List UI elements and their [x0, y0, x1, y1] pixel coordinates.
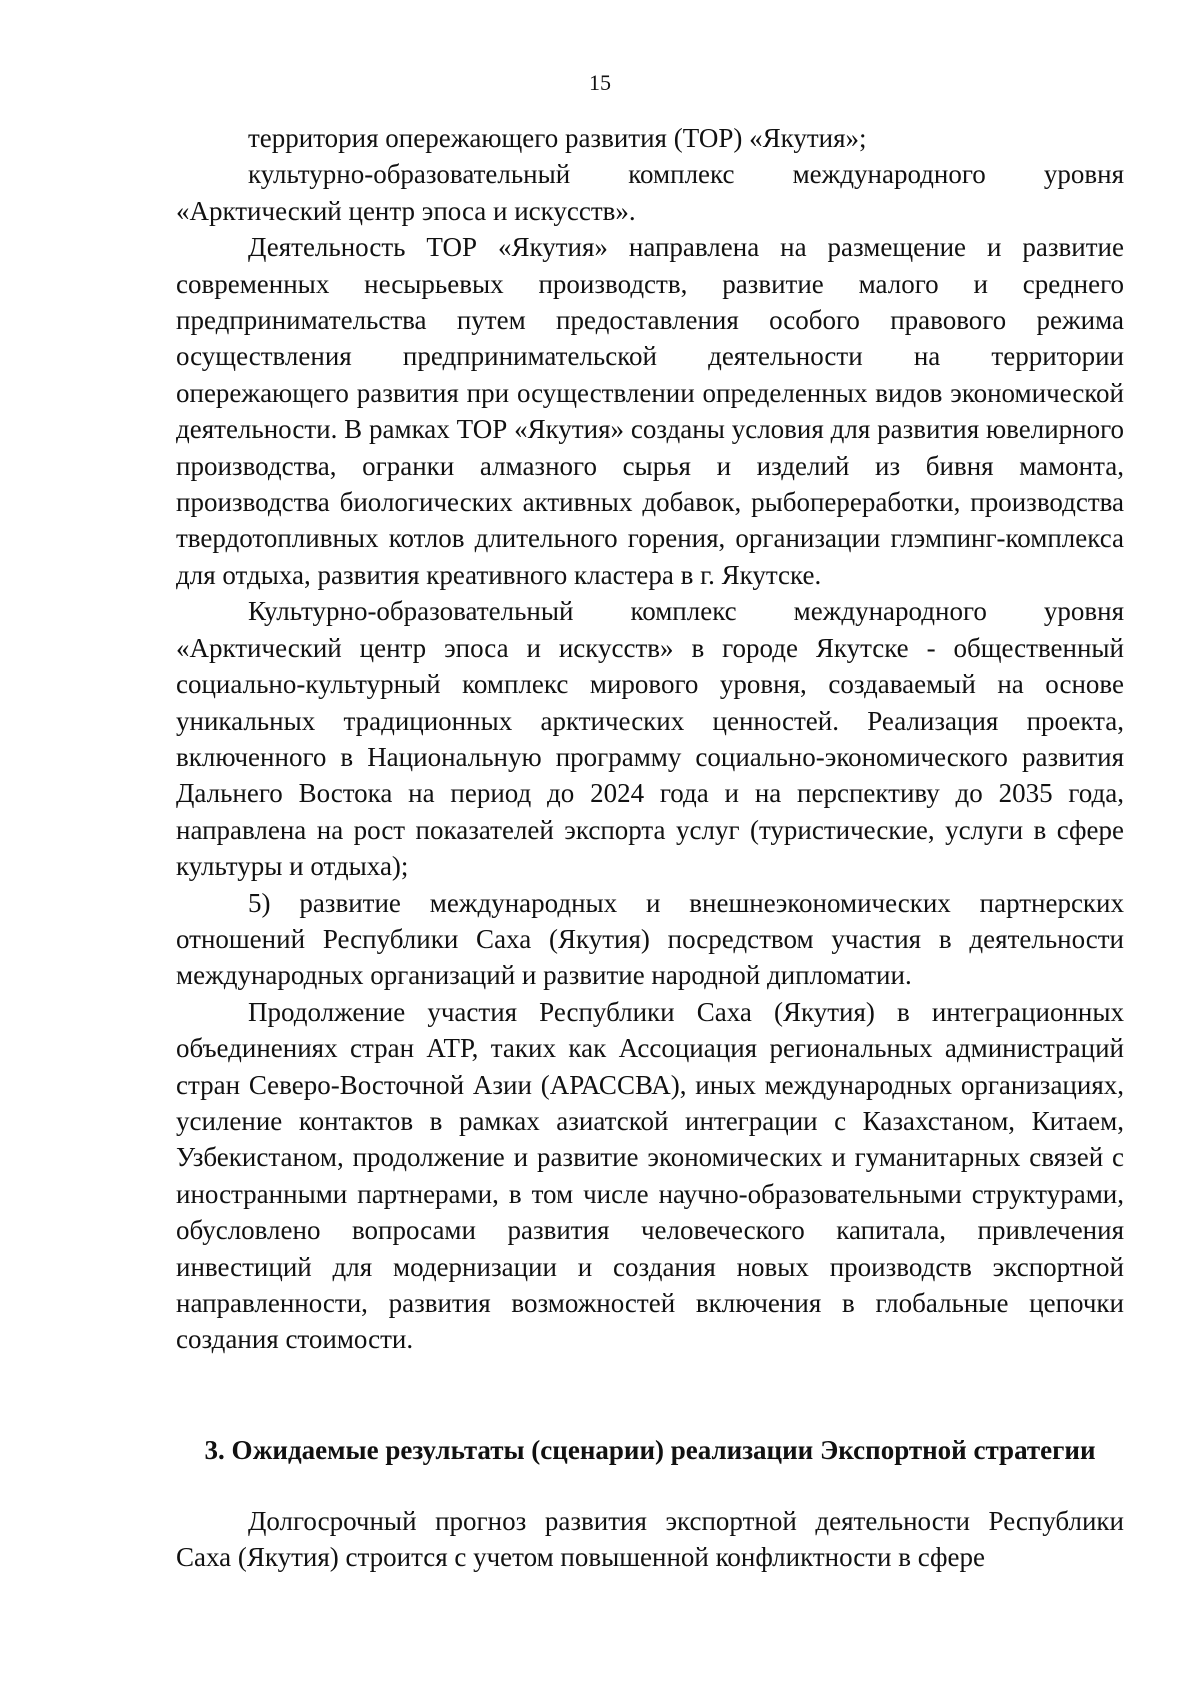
paragraph-integration-participation: Продолжение участия Республики Саха (Якутия) в интеграционных объединениях стран АТР, таких как Ассоциация региональных администраций стран Северо-Восточной Азии (АРАССВА), иных международных организациях, усиление контактов в рамках азиатской интеграции с Казахстаном, Китаем, Узбекистаном, продолжение и развитие экономических и гуманитарных связей с иностранными партнерами, в том числе научно-образовательными структурами, обусловлено вопросами развития человеческого капитала, привлечения инвестиций для модернизации и создания новых производств экспортной направленности, развития возможностей включения в глобальные цепочки создания стоимости. [176, 996, 1124, 1355]
paragraph-tor-activity: Деятельность ТОР «Якутия» направлена на размещение и развитие современных несырьевых производств, развитие малого и среднего предпринимательства путем предоставления особого правового режима осуществления предпринимательской деятельности на территории опережающего развития при осуществлении определенных видов экономической деятельности. В рамках ТОР «Якутия» созданы условия для развития ювелирного производства, огранки алмазного сырья и изделий из бивня мамонта, производства биологических активных добавок, рыбопереработки, производства твердотопливных котлов длительного горения, организации глэмпинг-комплекса для отдыха, развития креативного кластера в г. Якутске. [176, 232, 1124, 590]
section-heading: 3. Ожидаемые результаты (сценарии) реализации Экспортной стратегии [204, 1435, 1096, 1465]
body-text [176, 120, 1124, 1358]
paragraph-international-relations: 5) развитие международных и внешнеэкономических партнерских отношений Республики Саха (Якутия) посредством участия в деятельности международных организаций и развитие народной дипломатии. [176, 887, 1124, 991]
closing-text [176, 1503, 1124, 1576]
paragraph-tor-item: территория опережающего развития (ТОР) «Якутия»; [248, 123, 867, 153]
page-number: 15 [589, 70, 611, 95]
paragraph-long-term-forecast: Долгосрочный прогноз развития экспортной деятельности Республики Саха (Якутия) строится с учетом повышенной конфликтности в сфере [176, 1506, 1124, 1573]
paragraph-arctic-center-description: Культурно-образовательный комплекс международного уровня «Арктический центр эпоса и искусств» в городе Якутске - общественный социально-культурный комплекс мирового уровня, создаваемый на основе уникальных традиционных арктических ценностей. Реализация проекта, включенного в Национальную программу социально-экономического развития Дальнего Востока на период до 2024 года и на перспективу до 2035 года, направлена на рост показателей экспорта услуг (туристические, услуги в сфере культуры и отдыха); [176, 596, 1124, 882]
paragraph-arctic-center-item: культурно-образовательный комплекс международного уровня «Арктический центр эпоса и искусств». [176, 159, 1124, 226]
